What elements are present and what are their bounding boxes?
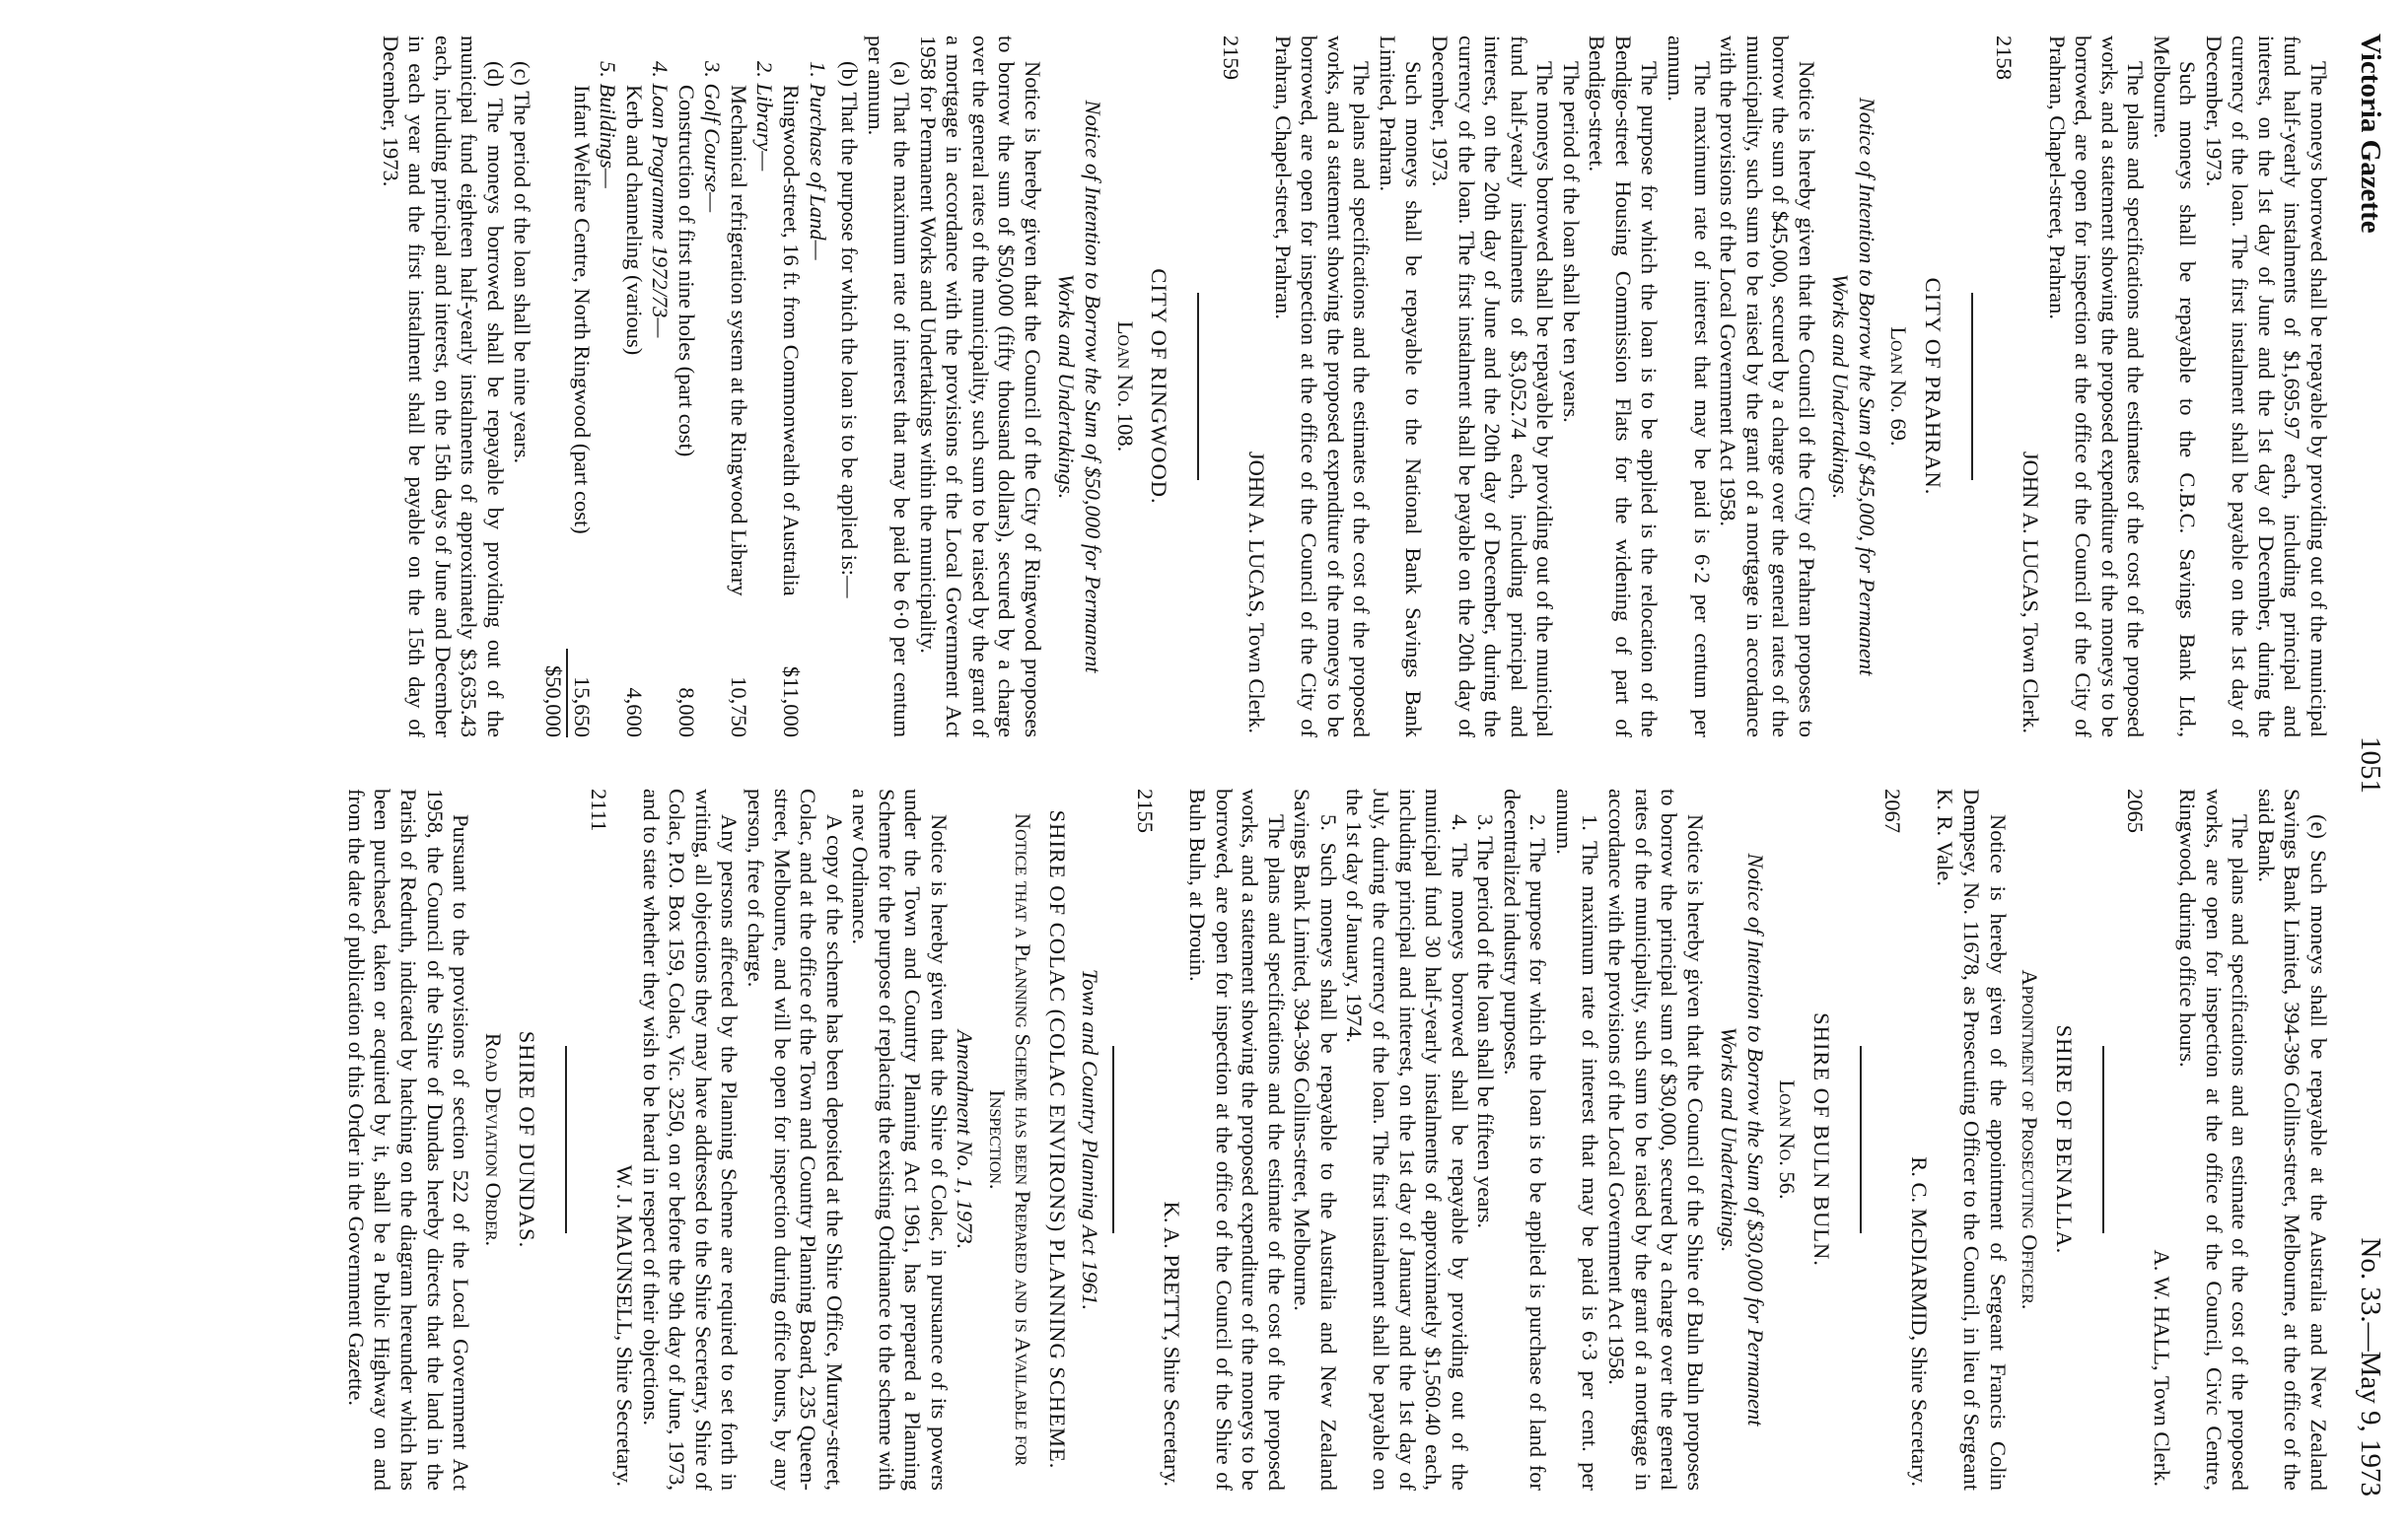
signature: R. C. McDIARMID, Shire Secretary. — [1906, 1156, 1932, 1487]
item-heading: 5. Buildings— — [596, 61, 621, 188]
paragraph: Notice is hereby given that the Shire of Colac, in pursuance of its powers under the Town and Country Planning Act 1961, has prepared a Planning Scheme for the purpose of replacing the existing Ordinance to the scheme with a new Ordinance. — [848, 789, 952, 1491]
item-amount: 8,000 — [673, 687, 699, 737]
item-heading: 3. Golf Course— — [700, 61, 726, 213]
loan-number: Loan No. 108. — [1112, 320, 1138, 452]
paragraph: Such moneys shall be repayable to the C.B.C. Savings Bank Ltd., Melbourne. — [2149, 35, 2201, 737]
section-subtitle: Notice that a Planning Scheme has been Prepared and is Available for Inspection. — [984, 812, 1036, 1467]
purpose-list — [540, 35, 830, 737]
paragraph: (b) That the purpose for which the loan is to be applied is:— — [837, 61, 863, 598]
notice-code: 2155 — [1133, 789, 1159, 833]
gazette-title: Victoria Gazette — [2355, 34, 2386, 234]
list-item — [777, 35, 804, 737]
signature: W. J. MAUNSELL, Shire Secretary. — [612, 1164, 638, 1487]
total-row — [540, 35, 569, 737]
paragraph: The maximum rate of interest that may be paid is 6·2 per centum per annum. — [1663, 35, 1715, 737]
divider — [1197, 293, 1199, 480]
item-heading: 4. Loan Programme 1972/73— — [648, 61, 673, 338]
item-amount: $11,000 — [779, 665, 805, 737]
paragraph: The purpose for which the loan is to be applied is the relocation of the Bendigo-street Housing Commission Flats for the widening of part of Bendigo-street. — [1585, 35, 1663, 737]
paragraph: 1. The maximum rate of interest that may be paid is 6·3 per cent. per annum. — [1551, 789, 1603, 1491]
paragraph: Notice is hereby given that the Council of the City of Prahran proposes to borrow the sum of $45,000, secured by a charge over the general rates of the municipality, such sum to be raised by the grant of a mortgage in accordance with the provisions of the Local Government Act 1958. — [1716, 35, 1819, 737]
section-title: SHIRE OF BENALLA. — [2051, 1024, 2077, 1255]
divider — [2102, 1046, 2104, 1233]
paragraph: Such moneys shall be repayable to the National Bank Savings Bank Limited, Prahran. — [1375, 35, 1427, 737]
paragraph: Notice is hereby given of the appointment of Sergeant Francis Colin Dempsey, No. 11678, as Prosecuting Officer to the Council, in lieu of Sergeant K. R. Vale. — [1933, 789, 2011, 1491]
paragraph: (d) The moneys borrowed shall be repayable by providing out of the municipal fund eighteen half-yearly instalments of approximately $3,635.43 each, including principal and interest, on the 15th days of June and December in each year and the first instalment shall be payable on the 15th day of December, 1973. — [378, 35, 508, 737]
notice-code: 2065 — [2123, 789, 2149, 833]
paragraph: The plans and specifications and the estimates of the cost of the proposed works, and a statement showing the proposed expenditure of the moneys to be borrowed, are open for inspection at the office of the Council of the City of Prahran, Chapel-street, Prahran. — [1270, 35, 1375, 737]
act-reference: Town and Country Planning Act 1961. — [1077, 968, 1102, 1311]
signature: A. W. HALL, Town Clerk. — [2149, 1249, 2174, 1487]
loan-number: Loan No. 69. — [1886, 326, 1912, 447]
divider — [1971, 293, 1973, 480]
page-header — [2343, 34, 2386, 1496]
section-title: CITY OF RINGWOOD. — [1147, 268, 1172, 505]
paragraph: The period of the loan shall be ten years. — [1558, 61, 1584, 423]
notice-code: 2067 — [1880, 789, 1906, 833]
issue-date: No. 33.—May 9, 1973 — [2355, 1237, 2386, 1496]
item-heading: 1. Purchase of Land— — [805, 61, 830, 260]
section-subtitle: Road Deviation Order. — [480, 1032, 506, 1247]
section-title: CITY OF PRAHRAN. — [1920, 277, 1946, 496]
paragraph: Pursuant to the provisions of section 522 of the Local Government Act 1958, the Council of the Shire of Dundas hereby directs that the land in the Parish of Redruth, indicated by hatching on the diagram hereunder which has been purchased, taken or acquired by it, shall be a Public Highway on and from the date of publication of this Order in the Government Gazette. — [343, 789, 474, 1491]
section-subtitle: Appointment of Prosecuting Officer. — [2018, 969, 2043, 1310]
signature: JOHN A. LUCAS, Town Clerk. — [2018, 451, 2043, 733]
notice-code: 2159 — [1218, 35, 1243, 80]
signature: K. A. PRETTY, Shire Secretary. — [1159, 1201, 1184, 1487]
list-item — [725, 35, 751, 737]
divider — [1112, 1046, 1114, 1233]
paragraph: Any persons affected by the Planning Scheme are required to set forth in writing, all objections they may have addressed to the Shire Secretary, Shire of Colac, P.O. Box 159, Colac, Vic. 3250, on or before the 9th day of June, 1973, and to state whether they wish to be heard in respect of their objections. — [638, 789, 743, 1491]
list-item — [620, 35, 647, 737]
paragraph: 4. The moneys borrowed shall be repayable by providing out of the municipal fund 30 half-yearly instalments of approximately $1,560.40 each, including principal and interest, on the 1st day of January and the 1st day of July, during the currency of the loan. The first instalment shall be payable on the 1st day of January, 1974. — [1342, 789, 1472, 1491]
paragraph: (a) That the maximum rate of interest that may be paid be 6·0 per centum per annum. — [863, 35, 915, 737]
left-column — [377, 35, 2331, 737]
item-heading: 2. Library— — [752, 61, 778, 172]
paragraph: A copy of the scheme has been deposited at the Shire Office, Murray-street, Colac, and at the office of the Town and Country Planning Board, 235 Queen-street, Melbourne, and will be open for inspection during office hours, by any person, free of charge. — [744, 789, 847, 1491]
amendment-number: Amendment No. 1, 1973. — [953, 1029, 978, 1250]
paragraph: 3. The period of the loan shall be fifteen years. — [1473, 814, 1499, 1229]
paragraph: Notice is hereby given that the Council of the Shire of Buln Buln proposes to borrow the principal sum of $30,000, secured by a charge over the general rates of the municipality, such sum to be raised by the grant of a mortgage in accordance with the provisions of the Local Government Act 1958. — [1603, 789, 1708, 1491]
item-amount: 15,650 — [569, 676, 595, 737]
list-item — [673, 35, 699, 737]
notice-heading: Notice of Intention to Borrow the Sum of $30,000 for Permanent Works and Undertakings. — [1717, 853, 1768, 1426]
divider — [565, 1046, 567, 1233]
notice-code: 2111 — [586, 789, 611, 832]
paragraph: Notice is hereby given that the Council of the City of Ringwood proposes to borrow the sum of $50,000 (fifty thousand dollars), secured by a charge over the general rates of the municipality, such sum to be raised by the grant of a mortgage in accordance with the provisions of the Local Government Act 1958 for Permanent Works and Undertakings within the municipality. — [915, 35, 1045, 737]
notice-heading: Notice of Intention to Borrow the Sum of $50,000 for Permanent Works and Undertakings. — [1054, 100, 1106, 673]
paragraph: 2. The purpose for which the loan is to be applied is purchase of land for decentralized industry purposes. — [1499, 789, 1551, 1491]
section-title: SHIRE OF BULN BULN. — [1808, 1012, 1834, 1267]
item-amount: 4,600 — [621, 687, 647, 737]
divider — [1860, 1046, 1862, 1233]
section-title: SHIRE OF COLAC (COLAC ENVIRONS) PLANNING SCHEME. — [1045, 809, 1071, 1470]
item-label: Infant Welfare Centre, North Ringwood (part cost) — [569, 85, 595, 534]
paragraph: The moneys borrowed shall be repayable by providing out of the municipal fund half-yearly instalments of $1,695.97 each, including principal and interest, on the 1st day of June and the 1st day of December, during the currency of the loan. The first instalment shall be payable on the 1st day of December, 1973. — [2201, 35, 2331, 737]
notice-heading: Notice of Intention to Borrow the Sum of $45,000, for Permanent Works and Undertakings. — [1828, 97, 1879, 676]
item-label: Kerb and channeling (various) — [621, 85, 647, 356]
loan-number: Loan No. 56. — [1775, 1079, 1801, 1200]
item-label: Construction of first nine holes (part cost) — [673, 85, 699, 457]
item-label: Ringwood-street, 16 ft. from Commonwealth of Australia — [779, 85, 805, 596]
paragraph: (e) Such moneys shall be repayable at the Australia and New Zealand Savings Bank Limited, 394-396 Collins-street, Melbourne, at the office of the said Bank. — [2253, 789, 2331, 1491]
paragraph: The plans and specifications and an estimate of the cost of the proposed works, are open for inspection at the office of the Council, Civic Centre, Ringwood, during office hours. — [2175, 789, 2253, 1491]
right-column — [342, 789, 2331, 1491]
list-item — [568, 35, 595, 737]
signature: JOHN A. LUCAS, Town Clerk. — [1244, 451, 1270, 733]
notice-code: 2158 — [1992, 35, 2018, 80]
total-amount: $50,000 — [540, 649, 569, 737]
item-label: Mechanical refrigeration system at the Ringwood Library — [726, 85, 751, 596]
page-number: 1051 — [2355, 736, 2386, 794]
paragraph: The plans and specifications and the estimates of the cost of the proposed works, and a statement showing the proposed expenditure of the moneys to be borrowed, are open for inspection at the office of the Council of the City of Prahran, Chapel-street, Prahran. — [2044, 35, 2149, 737]
section-title: SHIRE OF DUNDAS. — [515, 1030, 540, 1249]
paragraph: 5. Such moneys shall be repayable to the Australia and New Zealand Savings Bank Limited, 394-396 Collins-street, Melbourne. — [1290, 789, 1341, 1491]
paragraph: The plans and specifications and the estimate of the cost of the proposed works, and a statement showing the proposed expenditure of the moneys to be borrowed, are open for inspection at the office of the Council of the Shire of Buln Buln, at Drouin. — [1185, 789, 1289, 1491]
item-amount: 10,750 — [726, 676, 751, 737]
paragraph: The moneys borrowed shall be repayable by providing out of the municipal fund half-yearly instalments of $3,052.74 each, including principal and interest, on the 20th day of June and the 20th day of December, during the currency of the loan. The first instalment shall be payable on the 20th day of December, 1973. — [1428, 35, 1558, 737]
paragraph: (c) The period of the loan shall be nine years. — [509, 61, 534, 464]
